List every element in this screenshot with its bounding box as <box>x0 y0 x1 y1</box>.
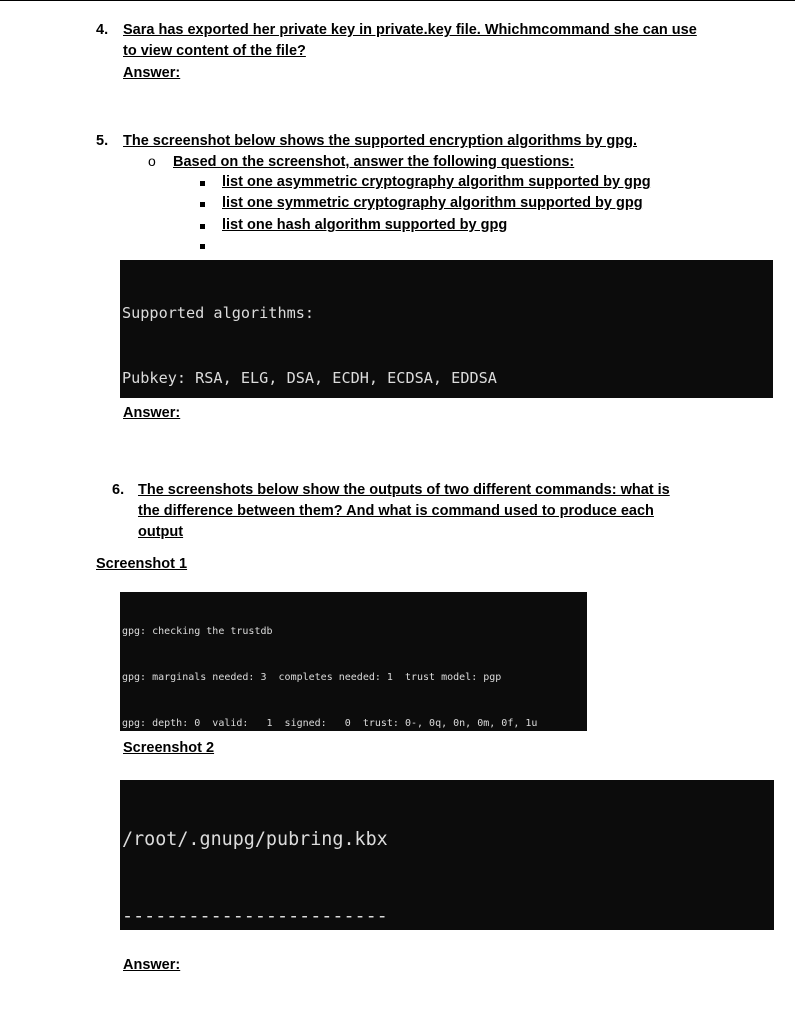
question-5-subpoint-text: Based on the screenshot, answer the following questions: <box>173 154 575 170</box>
terminal-line: gpg: checking the trustdb <box>122 625 273 637</box>
terminal-line: Supported algorithms: <box>122 304 315 322</box>
supported-algorithms-terminal <box>120 260 773 398</box>
question-5-answer-label: Answer: <box>123 405 181 421</box>
screenshot-2-label: Screenshot 2 <box>123 740 215 756</box>
question-6-line-2: the difference between them? And what is command used to produce each <box>138 503 654 519</box>
question-5-line-1: The screenshot below shows the supported encryption algorithms by gpg. <box>123 133 638 149</box>
question-6-line-1: The screenshots below show the outputs of two different commands: what is <box>138 482 670 498</box>
circle-bullet-icon: o <box>148 153 156 169</box>
question-4-answer-label: Answer: <box>123 65 181 81</box>
top-border <box>0 0 795 1</box>
screenshot-2-terminal <box>120 780 774 930</box>
screenshot-1-label: Screenshot 1 <box>96 556 188 572</box>
question-5-number: 5. <box>96 133 109 149</box>
question-6-answer-label: Answer: <box>123 957 181 973</box>
question-5-item-1: list one asymmetric cryptography algorithm supported by gpg <box>222 174 651 190</box>
square-bullet-icon <box>200 181 205 186</box>
question-4-number: 4. <box>96 22 109 38</box>
question-5-item-2: list one symmetric cryptography algorithm supported by gpg <box>222 195 643 211</box>
square-bullet-icon <box>200 244 205 249</box>
terminal-line: gpg: marginals needed: 3 completes needed: 1 trust model: pgp <box>122 672 502 684</box>
terminal-line: /root/.gnupg/pubring.kbx <box>122 829 388 850</box>
question-4-line-2: to view content of the file? <box>123 43 306 59</box>
question-6-number: 6. <box>112 482 125 498</box>
question-6-line-3: output <box>138 524 184 540</box>
question-4-line-1: Sara has exported her private key in private.key file. Whichmcommand she can use <box>123 22 697 38</box>
terminal-line: Pubkey: RSA, ELG, DSA, ECDH, ECDSA, EDDSA <box>122 368 497 387</box>
question-5-item-3: list one hash algorithm supported by gpg <box>222 217 508 233</box>
terminal-line: ------------------------ <box>122 905 388 927</box>
square-bullet-icon <box>200 202 205 207</box>
square-bullet-icon <box>200 224 205 229</box>
terminal-line: gpg: depth: 0 valid: 1 signed: 0 trust: 0-, 0q, 0n, 0m, 0f, 1u <box>122 718 538 730</box>
screenshot-1-terminal <box>120 592 587 731</box>
